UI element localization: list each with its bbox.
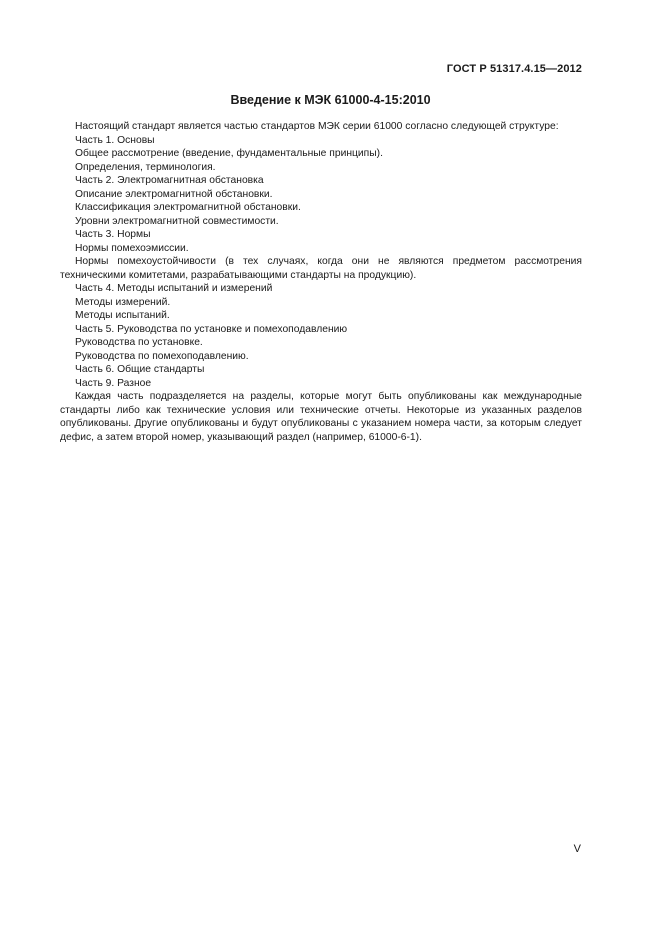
paragraph: Уровни электромагнитной совместимости. xyxy=(75,215,279,227)
paragraph: Методы измерений. xyxy=(75,296,171,308)
page-number: V xyxy=(573,843,581,855)
paragraph: Нормы помехоэмиссии. xyxy=(75,242,189,254)
paragraph: Классификация электромагнитной обстановки. xyxy=(75,202,301,213)
paragraph: Методы испытаний. xyxy=(75,310,170,321)
paragraph: Общее рассмотрение (введение, фундаментальные принципы). xyxy=(75,148,383,159)
paragraph: Часть 4. Методы испытаний и измерений xyxy=(75,283,273,294)
paragraph: Каждая часть подразделяется на разделы, которые могут быть опубликованы как международные стандарты либо как технические условия или технические отчеты. Некоторые из указанных разделов опубликованы. Другие опубликованы и будут опубликованы с указанием номера части, за которым следует дефис, а затем второй номер, указывающий раздел (например, 61000-6-1). xyxy=(60,391,582,443)
paragraph: Нормы помехоустойчивости (в тех случаях, когда они не являются предметом рассмотрения техническими комитетами, разрабатывающими стандарты на продукцию). xyxy=(60,256,582,281)
paragraph: Описание электромагнитной обстановки. xyxy=(75,188,273,200)
document-code: ГОСТ Р 51317.4.15—2012 xyxy=(446,63,582,75)
paragraph: Часть 3. Нормы xyxy=(75,229,151,240)
paragraph: Часть 5. Руководства по установке и помехоподавлению xyxy=(75,323,348,335)
paragraph: Настоящий стандарт является частью стандартов МЭК серии 61000 согласно следующей структуре: xyxy=(75,121,559,132)
paragraph: Часть 6. Общие стандарты xyxy=(75,364,205,375)
paragraph: Часть 1. Основы xyxy=(75,134,155,146)
paragraph: Часть 9. Разное xyxy=(75,377,152,389)
document-body xyxy=(60,120,582,444)
paragraph: Руководства по установке. xyxy=(75,337,203,348)
section-title: Введение к МЭК 61000-4-15:2010 xyxy=(230,93,431,107)
paragraph: Часть 2. Электромагнитная обстановка xyxy=(75,175,264,186)
paragraph: Руководства по помехоподавлению. xyxy=(75,350,249,362)
paragraph: Определения, терминология. xyxy=(75,161,216,173)
